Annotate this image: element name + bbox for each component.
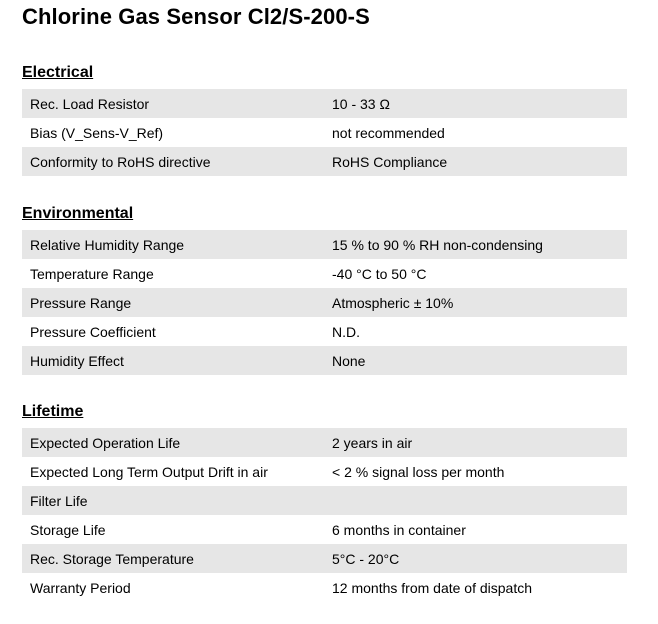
spec-row: [22, 544, 627, 573]
spec-label: Pressure Range: [30, 294, 132, 311]
spec-value: 6 months in container: [332, 521, 466, 538]
spec-row: [22, 89, 627, 118]
spec-value: 5°C - 20°C: [332, 550, 400, 567]
spec-value: < 2 % signal loss per month: [332, 463, 505, 480]
spec-label: Warranty Period: [30, 579, 131, 596]
spec-label: Pressure Coefficient: [30, 323, 156, 340]
spec-row: [22, 346, 627, 375]
spec-table-lifetime: [22, 428, 627, 602]
spec-row: [22, 288, 627, 317]
spec-value: 10 - 33 Ω: [332, 95, 390, 112]
spec-label: Rec. Load Resistor: [30, 95, 150, 112]
spec-value: -40 °C to 50 °C: [332, 265, 427, 282]
spec-row: [22, 573, 627, 602]
spec-row: [22, 515, 627, 544]
spec-value: None: [332, 352, 366, 369]
spec-value: 2 years in air: [332, 434, 413, 451]
section-heading-electrical: Electrical: [22, 64, 94, 81]
section-heading-lifetime: Lifetime: [22, 403, 84, 420]
spec-row: [22, 457, 627, 486]
section-electrical: [22, 63, 627, 176]
spec-value: not recommended: [332, 124, 445, 141]
spec-row: [22, 118, 627, 147]
spec-label: Temperature Range: [30, 265, 154, 282]
spec-label: Filter Life: [30, 492, 88, 509]
spec-label: Relative Humidity Range: [30, 236, 185, 253]
spec-table-electrical: [22, 89, 627, 176]
spec-label: Rec. Storage Temperature: [30, 550, 194, 567]
page-title: Chlorine Gas Sensor Cl2/S-200-S: [22, 4, 370, 29]
spec-label: Humidity Effect: [30, 352, 124, 369]
spec-value: Atmospheric ± 10%: [332, 294, 454, 311]
spec-row: [22, 147, 627, 176]
spec-label: Expected Long Term Output Drift in air: [30, 463, 268, 480]
section-heading-environmental: Environmental: [22, 205, 134, 222]
section-environmental: [22, 204, 627, 375]
spec-table-environmental: [22, 230, 627, 375]
section-lifetime: [22, 402, 627, 602]
spec-row: [22, 230, 627, 259]
spec-label: Storage Life: [30, 521, 106, 538]
spec-value: RoHS Compliance: [332, 153, 448, 170]
spec-label: Conformity to RoHS directive: [30, 153, 211, 170]
spec-row: [22, 317, 627, 346]
spec-label: Expected Operation Life: [30, 434, 181, 451]
spec-label: Bias (V_Sens-V_Ref): [30, 124, 164, 141]
spec-row: [22, 259, 627, 288]
spec-value: 15 % to 90 % RH non-condensing: [332, 236, 543, 253]
spec-row: [22, 428, 627, 457]
spec-row: [22, 486, 627, 515]
spec-value: 12 months from date of dispatch: [332, 579, 532, 596]
spec-value: N.D.: [332, 323, 360, 340]
